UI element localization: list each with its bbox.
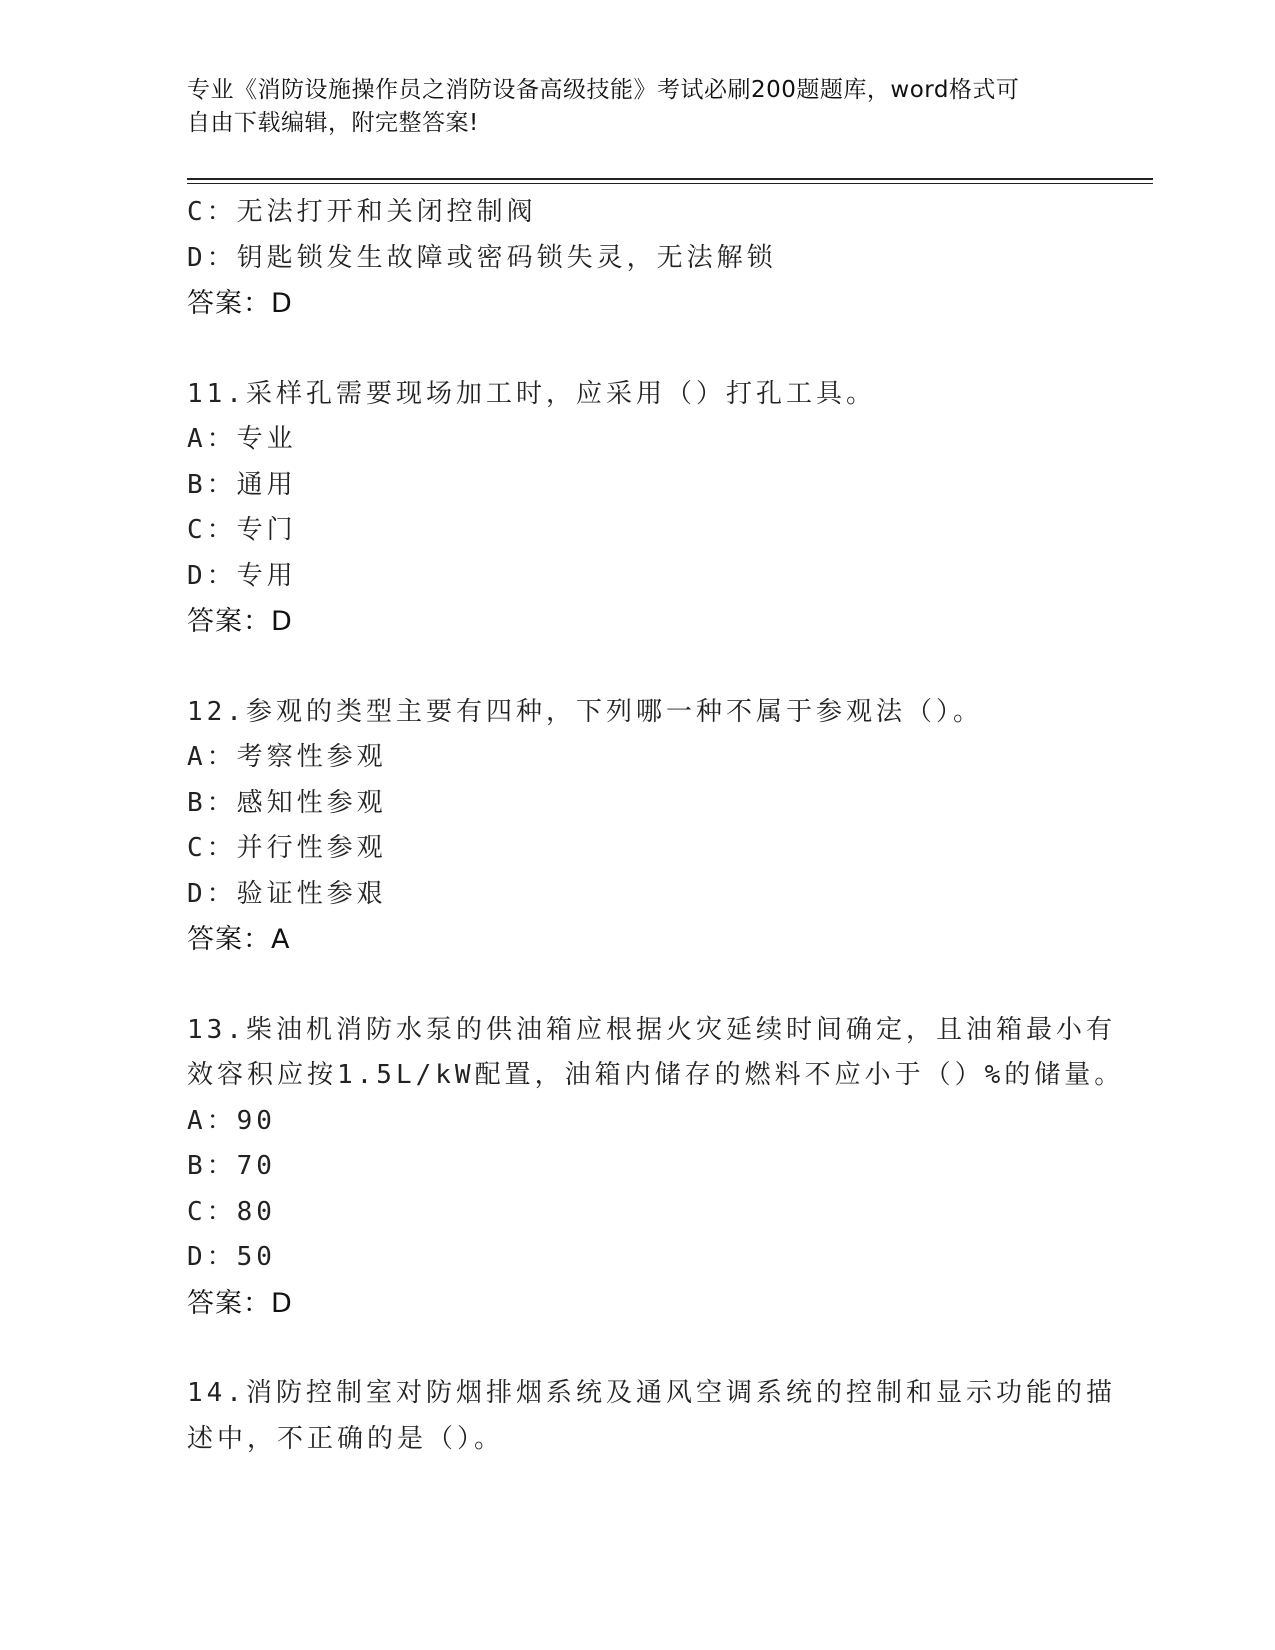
header-line-1: 专业《消防设施操作员之消防设备高级技能》考试必刷200题题库，word格式可 [187, 77, 1020, 103]
answer: 答案：A [187, 924, 291, 955]
question-text-line-2: 效容积应按1.5L/kW配置，油箱内储存的燃料不应小于（）%的储量。 [187, 1060, 1125, 1090]
option-b: B：70 [187, 1151, 276, 1181]
option-d: D：50 [187, 1242, 276, 1272]
option-b: B：感知性参观 [187, 787, 387, 818]
option-c: C：并行性参观 [187, 833, 387, 863]
option-d: D：钥匙锁发生故障或密码锁失灵，无法解锁 [187, 242, 777, 273]
option-a: A：考察性参观 [187, 742, 387, 772]
spacer [187, 645, 1087, 690]
option-c: C：80 [187, 1196, 276, 1227]
spacer [187, 327, 1087, 372]
question-11 [187, 372, 1087, 645]
header-divider-thick [187, 178, 1153, 180]
option-c: C：无法打开和关闭控制阀 [187, 197, 537, 227]
question-text-line-2: 述中，不正确的是（）。 [187, 1423, 505, 1454]
question-13 [187, 1008, 1125, 1327]
question-text-line-1: 14.消防控制室对防烟排烟系统及通风空调系统的控制和显示功能的描 [187, 1378, 1116, 1408]
question-text-line-1: 13.柴油机消防水泵的供油箱应根据火灾延续时间确定，且油箱最小有 [187, 1014, 1116, 1045]
header-divider-thin [187, 183, 1153, 184]
option-c: C：专门 [187, 515, 297, 545]
question-list [187, 190, 1125, 1462]
answer: 答案：D [187, 1287, 293, 1319]
spacer [187, 963, 1087, 1008]
question-12 [187, 690, 1087, 963]
option-d: D：专用 [187, 560, 297, 591]
option-a: A：专业 [187, 424, 297, 454]
document-header [187, 74, 1087, 140]
option-a: A：90 [187, 1105, 276, 1136]
header-line-2: 自由下载编辑，附完整答案! [187, 110, 479, 136]
spacer [187, 1326, 1087, 1371]
answer: 答案：D [187, 288, 293, 319]
previous-question-tail [187, 190, 1087, 327]
question-text: 11.采样孔需要现场加工时，应采用（）打孔工具。 [187, 378, 876, 409]
question-text: 12.参观的类型主要有四种，下列哪一种不属于参观法（）。 [187, 696, 983, 727]
option-b: B：通用 [187, 469, 297, 500]
option-d: D：验证性参艰 [187, 878, 387, 909]
question-14 [187, 1371, 1116, 1462]
answer: 答案：D [187, 606, 293, 637]
